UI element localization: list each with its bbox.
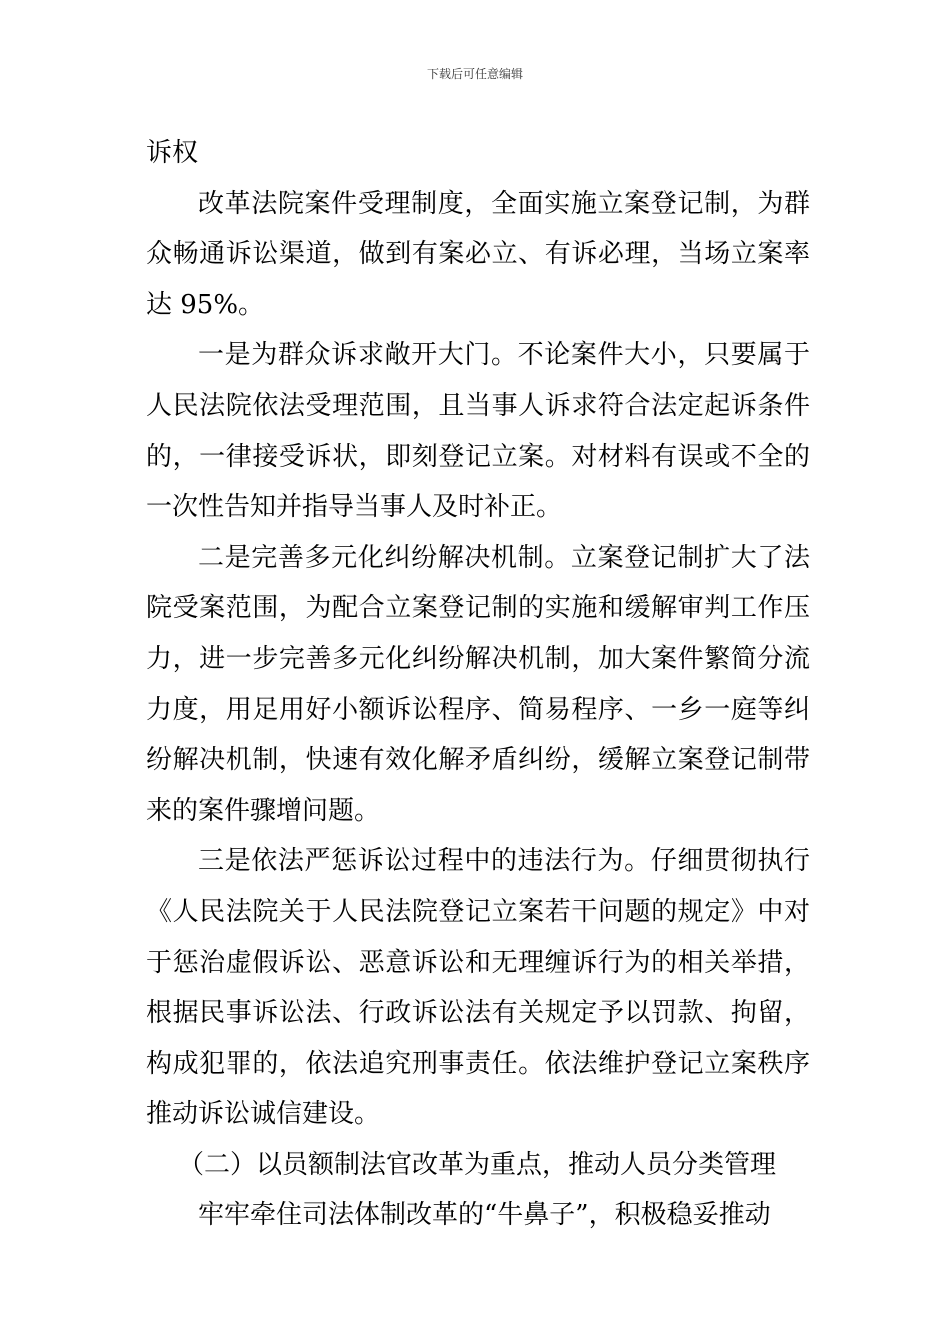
section-heading-judge-quota: （二）以员额制法官改革为重点，推动人员分类管理 — [178, 1149, 777, 1180]
paragraph-continuation: 诉权 — [146, 138, 199, 168]
paragraph-reform-start: 牢牢牵住司法体制改革的“牛鼻子”，积极稳妥推动 — [198, 1200, 771, 1231]
paragraph-dispute-resolution: 二是完善多元化纠纷解决机制。立案登记制扩大了法院受案范围，为配合立案登记制的实施和缓解审判工作压力，进一步完善多元化纠纷解决机制，加大案件繁简分流力度，用足用好小额诉讼程序、简易程序、一乡一庭等纠纷解决机制，快速有效化解矛盾纠纷，缓解立案登记制带来的案件骤增问题。 — [146, 542, 810, 826]
document-body — [146, 128, 810, 1241]
paragraph-case-acceptance-reform: 改革法院案件受理制度，全面实施立案登记制，为群众畅通诉讼渠道，做到有案必立、有诉必理，当场立案率达 95%。 — [146, 188, 810, 320]
paragraph-open-doors: 一是为群众诉求敞开大门。不论案件大小，只要属于人民法院依法受理范围，且当事人诉求符合法定起诉条件的，一律接受诉状，即刻登记立案。对材料有误或不全的一次性告知并指导当事人及时补正。 — [146, 340, 810, 523]
page-header-note: 下载后可任意编辑 — [426, 67, 523, 81]
paragraph-punish-violations: 三是依法严惩诉讼过程中的违法行为。仔细贯彻执行《人民法院关于人民法院登记立案若干问题的规定》中对于惩治虚假诉讼、恶意诉讼和无理缠诉行为的相关举措，根据民事诉讼法、行政诉讼法有关规定予以罚款、拘留，构成犯罪的，依法追究刑事责任。依法维护登记立案秩序推动诉讼诚信建设。 — [146, 846, 810, 1130]
